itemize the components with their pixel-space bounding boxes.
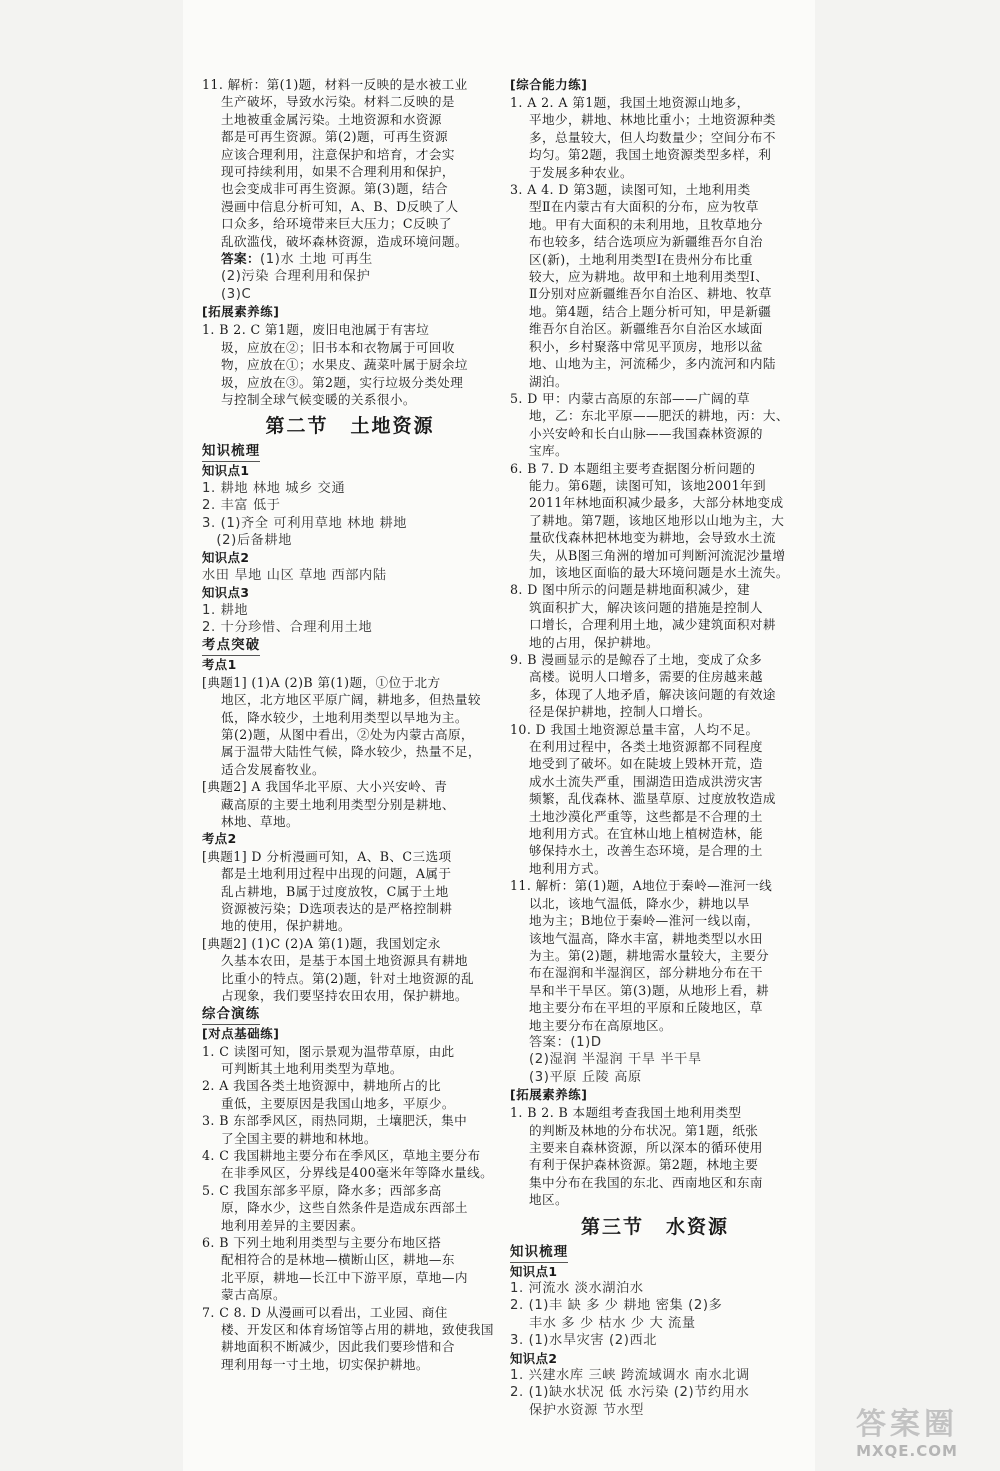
- text-line: 积小，乡村聚落中常见平顶房，地形以盆: [529, 338, 763, 354]
- section-name: 土地资源: [350, 415, 435, 438]
- text-line: 地主要分布在平坦的平原和丘陵地区，草: [529, 1000, 763, 1016]
- text-line: 高楼。说明人口增多，需要的住房越来越: [529, 669, 763, 685]
- text-line: 为主。第(2)题，耕地需水量较大，主要分: [529, 947, 769, 963]
- text-line: [典题1] (1)A (2)B 第(1)题，①位于北方: [202, 674, 441, 690]
- text-line: 该地气温高，降水丰富，耕地类型以水田: [529, 930, 763, 946]
- text-line: 10. D 我国土地资源总量丰富，人均不足。: [510, 721, 759, 737]
- text-line: 也会变成非可再生资源。第(3)题，结合: [221, 181, 448, 197]
- knowledge-point-label: 知识点3: [202, 585, 250, 601]
- text-line: 地、山地为主，河流稀少，多内流河和内陆: [529, 356, 776, 372]
- text-line: 的判断及林地的分布状况。第1题，纸张: [529, 1122, 759, 1138]
- text-line: 楼、开发区和体育场馆等占用的耕地，致使我国: [221, 1322, 494, 1337]
- answer-text: (1)水 土地 可再生: [259, 252, 373, 268]
- text-line: 圾，应放在②；旧书本和衣物属于可回收: [221, 339, 455, 355]
- text-line: 筑面积扩大，解决该问题的措施是控制人: [529, 599, 763, 615]
- text-line: 地。第4题，结合上题分析可知，甲是新疆: [529, 303, 772, 319]
- text-line: 11. 解析：第(1)题，A地位于秦岭—淮河一线: [510, 878, 773, 894]
- answer-text: (2)湿润 半湿润 干旱 半干旱: [529, 1052, 702, 1068]
- text-line: 了全国主要的耕地和林地。: [221, 1130, 377, 1146]
- text-line: 物，应放在①；水果皮、蔬菜叶属于厨余垃: [221, 357, 468, 373]
- text-line: 土地被重金属污染。土地资源和水资源: [221, 111, 442, 127]
- text-line: 8. D 图中所示的问题是耕地面积减少，建: [510, 582, 751, 598]
- text-line: 地利用差异的主要因素。: [221, 1217, 364, 1233]
- text-line: [典题1] D 分析漫画可知，A、B、C三选项: [202, 848, 452, 864]
- text-line: 口众多，给环境带来巨大压力；C反映了: [221, 216, 452, 232]
- text-line: 了耕地。第7题，该地区地形以山地为主，大: [529, 512, 785, 528]
- text-line: 成水土流失严重，围湖造田造成洪涝灾害: [529, 773, 763, 789]
- text-line: 配相符合的是林地—横断山区，耕地—东: [221, 1252, 455, 1268]
- text-line: 在非季风区，分界线是400毫米年等降水量线。: [221, 1165, 494, 1181]
- text-line: 2. A 我国各类土地资源中，耕地所占的比: [202, 1078, 442, 1094]
- text-line: 小兴安岭和长白山脉——我国森林资源的: [529, 425, 763, 441]
- text-line: 6. B 7. D 本题组主要考查据图分析问题的: [510, 460, 756, 476]
- text-line: 与控制全球气候变暖的关系很小。: [221, 391, 416, 407]
- text-line: 平地少，耕地、林地比重小；土地资源种类: [529, 112, 776, 128]
- text-line: 失，从B图三角洲的增加可判断河流泥沙量增: [529, 547, 786, 563]
- text-line: 主要来自森林资源，所以深本的循环使用: [529, 1139, 763, 1155]
- text-line: 3. A 4. D 第3题，读图可知，土地利用类: [510, 182, 751, 198]
- heading-zonghe-yanlian: 综合演练: [202, 1006, 260, 1025]
- text-line: 旱和半干旱区。第(3)题，从地形上看，耕: [529, 982, 769, 998]
- section-label-zonghe-nengli: [综合能力练]: [510, 77, 588, 92]
- text-line: 地。甲有大面积的未利用地，且牧草地分: [529, 216, 763, 232]
- watermark-logo: [818, 1408, 996, 1468]
- section-title: [202, 412, 498, 440]
- text-line: 型Ⅱ在内蒙古有大面积的分布，应为牧草: [529, 199, 759, 215]
- text-line: 较大，应为耕地。故甲和土地利用类型Ⅰ、: [529, 269, 769, 285]
- text-line: 布在湿润和半湿润区，部分耕地分布在干: [529, 965, 763, 981]
- answer-text: (2)后备耕地: [202, 532, 293, 548]
- text-line: 1. A 2. A 第1题，我国土地资源山地多，: [510, 95, 750, 110]
- text-line: 占现象，我们要坚持农田农用，保护耕地。: [221, 988, 468, 1004]
- text-line: 第(2)题，从图中看出，②处为内蒙古高原，: [221, 727, 474, 742]
- q11-explanation: [202, 76, 498, 303]
- text-line: 1. C 读图可知，图示景观为温带草原，由此: [202, 1043, 455, 1059]
- text-line: 径是保护耕地，控制人口增长。: [529, 704, 711, 720]
- text-line: 理利用每一寸土地，切实保护耕地。: [221, 1356, 429, 1372]
- text-line: 原，降水少，这些自然条件是造成东西部土: [221, 1200, 468, 1216]
- answer-text: 丰水 多 少 枯水 少 大 流量: [529, 1315, 696, 1331]
- text-line: 地区，北方地区平原广阔，耕地多，但热量较: [221, 692, 481, 708]
- section-label-duidian: [对点基础练]: [202, 1025, 280, 1041]
- answer-text: (3)平原 丘陵 高原: [529, 1069, 642, 1085]
- heading-kaodian-tupo: 考点突破: [202, 637, 260, 656]
- text-line: 集中分布在我国的东北、西南地区和东南: [529, 1174, 763, 1190]
- text-line: 比重小的特点。第(2)题，针对土地资源的乱: [221, 970, 474, 986]
- text-line: 林地、草地。: [221, 814, 299, 830]
- section-number: 第三节: [580, 1215, 644, 1238]
- text-line: 湖泊。: [529, 373, 568, 389]
- answer-text: 2. 丰富 低于: [202, 498, 281, 514]
- heading-zhishi-shuli: 知识梳理: [510, 1244, 568, 1263]
- text-line: 以北，该地气温低，降水少，耕地以旱: [529, 895, 750, 911]
- text-line: 多，体现了人地矛盾，解决该问题的有效途: [529, 686, 776, 702]
- text-line: 5. D 甲：内蒙古高原的东部——广阔的草: [510, 390, 751, 406]
- section-label-tuozhan: [拓展素养练]: [202, 304, 280, 320]
- answer-text: 1. 耕地: [202, 602, 249, 618]
- text-line: [典题2] (1)C (2)A 第(1)题，我国划定永: [202, 935, 441, 951]
- text-line: 圾，应放在③。第2题，实行垃圾分类处理: [221, 374, 464, 390]
- knowledge-point-label: 知识点1: [510, 1263, 558, 1279]
- knowledge-point-label: 知识点1: [202, 463, 250, 479]
- text-line: 蒙古高原。: [221, 1287, 286, 1303]
- text-line: 可判断其土地利用类型为草地。: [221, 1060, 403, 1076]
- text-line: 6. B 下列土地利用类型与主要分布地区搭: [202, 1234, 442, 1250]
- text-line: 地的占用，保护耕地。: [529, 634, 659, 650]
- text-line: 属于温带大陆性气候，降水较少，热量不足，: [221, 744, 481, 760]
- text-line: 9. B 漫画显示的是鲸吞了土地，变成了众多: [510, 652, 763, 667]
- text-line: [典题2] A 我国华北平原、大小兴安岭、青: [202, 779, 448, 795]
- answer-text: 1. 耕地 林地 城乡 交通: [202, 480, 346, 496]
- answer-text: 1. 河流水 淡水湖泊水: [510, 1281, 644, 1296]
- text-line: 乱占耕地，B属于过度放牧，C属于土地: [221, 883, 449, 899]
- knowledge-point-label: 知识点2: [510, 1350, 558, 1366]
- text-line: 地的使用，保护耕地。: [221, 918, 351, 934]
- text-line: 3. B 东部季风区，雨热同期，土壤肥沃，集中: [202, 1113, 468, 1129]
- text-line: 漫画中信息分析可知，A、B、D反映了人: [221, 198, 459, 214]
- text-line: 口增长，合理利用土地，减少建筑面积对耕: [529, 617, 776, 633]
- section-number: 第二节: [265, 415, 329, 438]
- text-line: 1. B 2. C 第1题，废旧电池属于有害垃: [202, 322, 430, 338]
- text-line: 加，该地区面临的最大环境问题是水土流失。: [529, 564, 789, 580]
- text-line: 低，降水较少，土地利用类型以旱地为主。: [221, 709, 468, 725]
- text-line: 适合发展畜牧业。: [221, 761, 325, 777]
- text-line: 重低，主要原因是我国山地多，平原少。: [221, 1095, 455, 1111]
- text-line: 北平原，耕地—长江中下游平原，草地—内: [221, 1269, 468, 1285]
- text-line: 地为主；B地位于秦岭—淮河一线以南，: [529, 913, 760, 929]
- answer-text: 答案：(1)D: [529, 1034, 602, 1050]
- answer-text: 3. (1)水旱灾害 (2)西北: [510, 1333, 658, 1349]
- text-line: 久基本农田，是基于本国土地资源具有耕地: [221, 953, 468, 969]
- text-line: 维吾尔自治区。新疆维吾尔自治区水域面: [529, 321, 763, 337]
- exam-point-label: 考点2: [202, 831, 237, 847]
- text-line: 应该合理利用，注意保护和培育，才会实: [221, 146, 455, 162]
- text-line: 资源被污染；D选项表达的是严格控制耕: [221, 901, 453, 917]
- section-name: 水资源: [666, 1215, 730, 1238]
- text-line: 4. C 我国耕地主要分布在季风区，草地主要分布: [202, 1147, 481, 1163]
- text-line: 现可持续利用，如果不合理利用和保护，: [221, 164, 455, 180]
- text-line: 耕地面积不断减少，因此我们要珍惜和合: [221, 1339, 455, 1355]
- text-line: 地主要分布在高原地区。: [529, 1017, 672, 1033]
- text-line: 宝库。: [529, 443, 568, 459]
- answer-label: 答案：: [221, 251, 260, 267]
- text-line: 土地沙漠化严重等，这些都是不合理的土: [529, 808, 763, 824]
- watermark-logo-text: 答案圈: [856, 1407, 958, 1442]
- text-line: 区(新)，土地利用类型Ⅰ在贵州分布比重: [529, 251, 753, 267]
- text-line: 地受到了破坏。如在陡坡上毁林开荒，造: [529, 756, 763, 772]
- text-line: 量砍伐森林把林地变为耕地，会导致水土流: [529, 530, 776, 546]
- text-line: 生产破坏，导致水污染。材料二反映的是: [221, 94, 455, 110]
- knowledge-point-label: 知识点2: [202, 550, 250, 566]
- text-line: 均匀。第2题，我国土地资源类型多样，利: [529, 147, 772, 163]
- left-column: [202, 76, 498, 1373]
- exam-point-label: 考点1: [202, 657, 237, 673]
- answer-text: 3. (1)齐全 可利用草地 林地 耕地: [202, 515, 408, 531]
- answer-text: 保护水资源 节水型: [529, 1402, 645, 1418]
- answer-text: 2. (1)丰 缺 多 少 耕地 密集 (2)多: [510, 1298, 723, 1314]
- watermark-site-text: MXQE.COM: [856, 1442, 958, 1460]
- text-line: 地，乙：东北平原——肥沃的耕地，丙：大、: [529, 408, 789, 424]
- heading-zhishi-shuli: 知识梳理: [202, 443, 260, 462]
- text-line: 地区。: [529, 1192, 568, 1208]
- text-line: 1. B 2. B 本题组考查我国土地利用类型: [510, 1105, 742, 1121]
- text-line: 于发展多种农业。: [529, 164, 633, 180]
- text-line: Ⅱ分别对应新疆维吾尔自治区、耕地、牧草: [529, 286, 772, 302]
- text-line: 够保持水土，改善生态环境，是合理的土: [529, 843, 763, 859]
- answer-text: (3)C: [221, 286, 252, 302]
- text-line: 2011年林地面积减少最多，大部分林地变成: [529, 495, 784, 511]
- section-title: [510, 1213, 800, 1241]
- text-line: 都是土地利用过程中出现的问题，A属于: [221, 866, 452, 882]
- text-line: 11. 解析：第(1)题，材料一反映的是水被工业: [202, 77, 468, 92]
- right-column: [510, 76, 800, 1419]
- text-line: 布也较多，结合选项应为新疆维吾尔自治: [529, 234, 763, 250]
- text-line: 5. C 我国东部多平原，降水多；西部多高: [202, 1182, 442, 1198]
- text-line: 地利用方式。在宜林山地上植树造林，能: [529, 826, 763, 842]
- text-line: 乱砍滥伐，破坏森林资源，造成环境问题。: [221, 233, 468, 249]
- answer-text: (2)污染 合理利用和保护: [221, 269, 371, 285]
- text-line: 多，总量较大，但人均数量少；空间分布不: [529, 129, 776, 145]
- text-line: 频繁，乱伐森林、滥垦草原、过度放牧造成: [529, 791, 776, 807]
- text-line: 地利用方式。: [529, 860, 607, 876]
- text-line: 在利用过程中，各类土地资源都不同程度: [529, 739, 763, 755]
- answer-text: 1. 兴建水库 三峡 跨流域调水 南水北调: [510, 1368, 750, 1384]
- text-line: 都是可再生资源。第(2)题，可再生资源: [221, 129, 448, 145]
- section-label-tuozhan: [拓展素养练]: [510, 1087, 588, 1103]
- text-line: 7. C 8. D 从漫画可以看出，工业园、商住: [202, 1304, 448, 1320]
- text-line: 能力。第6题，读图可知，该地2001年到: [529, 477, 766, 493]
- text-line: 藏高原的主要土地利用类型分别是耕地、: [221, 796, 455, 812]
- answer-text: 2. 十分珍惜、合理利用土地: [202, 619, 373, 635]
- answer-text: 2. (1)缺水状况 低 水污染 (2)节约用水: [510, 1385, 750, 1401]
- text-line: 有利于保护森林资源。第2题，林地主要: [529, 1157, 759, 1173]
- answer-text: 水田 旱地 山区 草地 西部内陆: [202, 567, 387, 583]
